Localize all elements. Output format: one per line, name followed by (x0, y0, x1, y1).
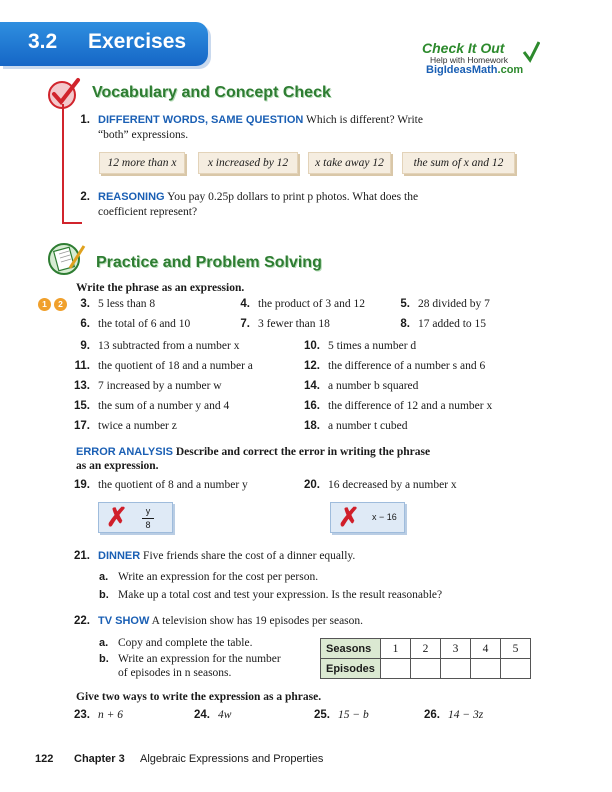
notepad-pencil-icon (44, 240, 88, 276)
q21-keyword: DINNER (98, 550, 141, 562)
table-cell-empty (501, 659, 531, 679)
vocab-box-1-text: 12 more than x (107, 157, 177, 169)
q22-keyword: TV SHOW (98, 615, 150, 627)
q19-error-x-icon: ✗ (106, 502, 128, 532)
q21-b-text: Make up a total cost and test your expression. Is the result reasonable? (118, 589, 443, 601)
vocab-box-4-text: the sum of x and 12 (413, 157, 504, 169)
q22-b-label: b. (99, 653, 109, 665)
table-cell: 5 (501, 639, 531, 659)
q20-text: 16 decreased by a number x (328, 479, 457, 491)
item-text: 5 times a number d (328, 340, 417, 352)
page-number: 122 (35, 753, 54, 765)
table-cell-empty (441, 659, 471, 679)
example-badge-2[interactable]: 2 (54, 298, 67, 311)
q19-text: the quotient of 8 and a number y (98, 479, 248, 491)
item-number: 12. (304, 360, 320, 372)
item-text: the difference of a number s and 6 (328, 360, 486, 372)
q1-text (98, 114, 423, 126)
vocab-box-3-text: x take away 12 (315, 157, 384, 169)
item-number: 8. (400, 318, 410, 330)
item-number: 4. (240, 298, 250, 310)
logo-line-2: Help with Homework (430, 55, 508, 65)
item-number: 16. (304, 400, 320, 412)
logo-domain: .com (497, 64, 524, 76)
q22-prompt: A television show has 19 episodes per season. (151, 615, 364, 627)
item-number: 17. (74, 420, 90, 432)
phrase-number: 24. (194, 709, 210, 721)
table-row (321, 639, 531, 659)
error-analysis-text-2: as an expression. (76, 460, 159, 472)
q21-number: 21. (74, 550, 90, 562)
item-text: a number b squared (328, 380, 419, 392)
seasons-table (320, 638, 531, 679)
vocab-box-3 (308, 152, 391, 174)
item-number: 18. (304, 420, 320, 432)
item-number: 15. (74, 400, 90, 412)
phrase-number: 23. (74, 709, 90, 721)
q21-text (98, 550, 355, 562)
q19-fraction-bar (142, 518, 154, 519)
phrase-number: 25. (314, 709, 330, 721)
vocab-heading: Vocabulary and Concept Check (92, 84, 331, 101)
q22-text (98, 615, 363, 627)
phrase-expression: 14 − 3z (448, 709, 484, 721)
example-badge-1[interactable]: 1 (38, 298, 51, 311)
table-header-seasons: Seasons (321, 639, 381, 659)
q21-a-text: Write an expression for the cost per person. (118, 571, 319, 583)
q21-a-label: a. (99, 571, 109, 583)
table-cell-empty (471, 659, 501, 679)
table-cell: 2 (411, 639, 441, 659)
item-text: the quotient of 18 and a number a (98, 360, 253, 372)
phrase-number: 26. (424, 709, 440, 721)
error-analysis-instruction (76, 446, 430, 458)
vocab-rule-bottom (62, 222, 82, 224)
item-number: 14. (304, 380, 320, 392)
item-number: 13. (74, 380, 90, 392)
phrase-expression: n + 6 (98, 709, 124, 721)
table-row (321, 659, 531, 679)
q1-number: 1. (80, 114, 90, 126)
section-title: Exercises (88, 30, 187, 53)
q20-number: 20. (304, 479, 320, 491)
item-number: 9. (80, 340, 90, 352)
error-analysis-text: Describe and correct the error in writing the phrase (175, 446, 431, 458)
item-text: the product of 3 and 12 (258, 298, 365, 310)
item-text: 5 less than 8 (98, 298, 156, 310)
q22-a-text: Copy and complete the table. (118, 637, 253, 649)
phrase-instruction: Give two ways to write the expression as a phrase. (76, 691, 322, 703)
section-number: 3.2 (28, 30, 58, 53)
item-number: 11. (74, 360, 90, 372)
item-text: 28 divided by 7 (418, 298, 490, 310)
q19-number: 19. (74, 479, 90, 491)
phrase-expression: 4w (218, 709, 232, 721)
q22-b-text-2: of episodes in n seasons. (118, 667, 232, 679)
phrase-expression: 15 − b (338, 709, 369, 721)
item-number: 7. (240, 318, 250, 330)
item-text: twice a number z (98, 420, 177, 432)
q2-prompt: You pay 0.25p dollars to print p photos. What does the (167, 191, 419, 203)
logo-line-3 (426, 64, 523, 76)
vocab-box-2-text: x increased by 12 (207, 157, 289, 169)
q22-b-text-1: Write an expression for the number (118, 653, 281, 665)
table-cell-empty (411, 659, 441, 679)
item-text: the difference of 12 and a number x (328, 400, 493, 412)
item-text: 3 fewer than 18 (258, 318, 330, 330)
table-header-episodes: Episodes (321, 659, 381, 679)
table-cell: 4 (471, 639, 501, 659)
q19-work-numerator: y (145, 506, 151, 516)
logo-line-1: Check It Out (422, 40, 505, 56)
practice-instruction: Write the phrase as an expression. (76, 282, 245, 294)
vocab-box-4 (402, 152, 515, 174)
item-text: the sum of a number y and 4 (98, 400, 230, 412)
item-text: 13 subtracted from a number x (98, 340, 240, 352)
practice-heading: Practice and Problem Solving (96, 254, 322, 271)
q21-b-label: b. (99, 589, 109, 601)
item-number: 10. (304, 340, 320, 352)
item-text: 17 added to 15 (418, 318, 487, 330)
q21-prompt: Five friends share the cost of a dinner equally. (143, 550, 356, 562)
q20-work: x − 16 (372, 512, 397, 522)
table-cell: 3 (441, 639, 471, 659)
q1-keyword: DIFFERENT WORDS, SAME QUESTION (98, 114, 304, 126)
q22-number: 22. (74, 615, 90, 627)
item-number: 6. (80, 318, 90, 330)
item-text: the total of 6 and 10 (98, 318, 191, 330)
error-analysis-keyword: ERROR ANALYSIS (76, 446, 173, 458)
q2-text (98, 191, 418, 203)
table-cell: 1 (381, 639, 411, 659)
q22-a-label: a. (99, 637, 109, 649)
logo-site: BigIdeasMath (426, 64, 498, 76)
vocab-box-2 (198, 152, 298, 174)
q2-number: 2. (80, 191, 90, 203)
item-number: 3. (80, 298, 90, 310)
footer-title: Algebraic Expressions and Properties (140, 753, 324, 765)
item-text: 7 increased by a number w (98, 380, 222, 392)
q1-prompt-2: “both” expressions. (98, 129, 189, 141)
item-text: a number t cubed (328, 420, 408, 432)
q20-error-x-icon: ✗ (338, 502, 360, 532)
q2-prompt-2: coefficient represent? (98, 206, 198, 218)
vocab-box-1 (99, 152, 185, 174)
item-number: 5. (400, 298, 410, 310)
table-cell-empty (381, 659, 411, 679)
q19-work-denominator: 8 (145, 520, 151, 530)
q2-keyword: REASONING (98, 191, 165, 203)
q1-prompt: Which is different? Write (306, 114, 423, 126)
footer-chapter: Chapter 3 (74, 753, 125, 765)
